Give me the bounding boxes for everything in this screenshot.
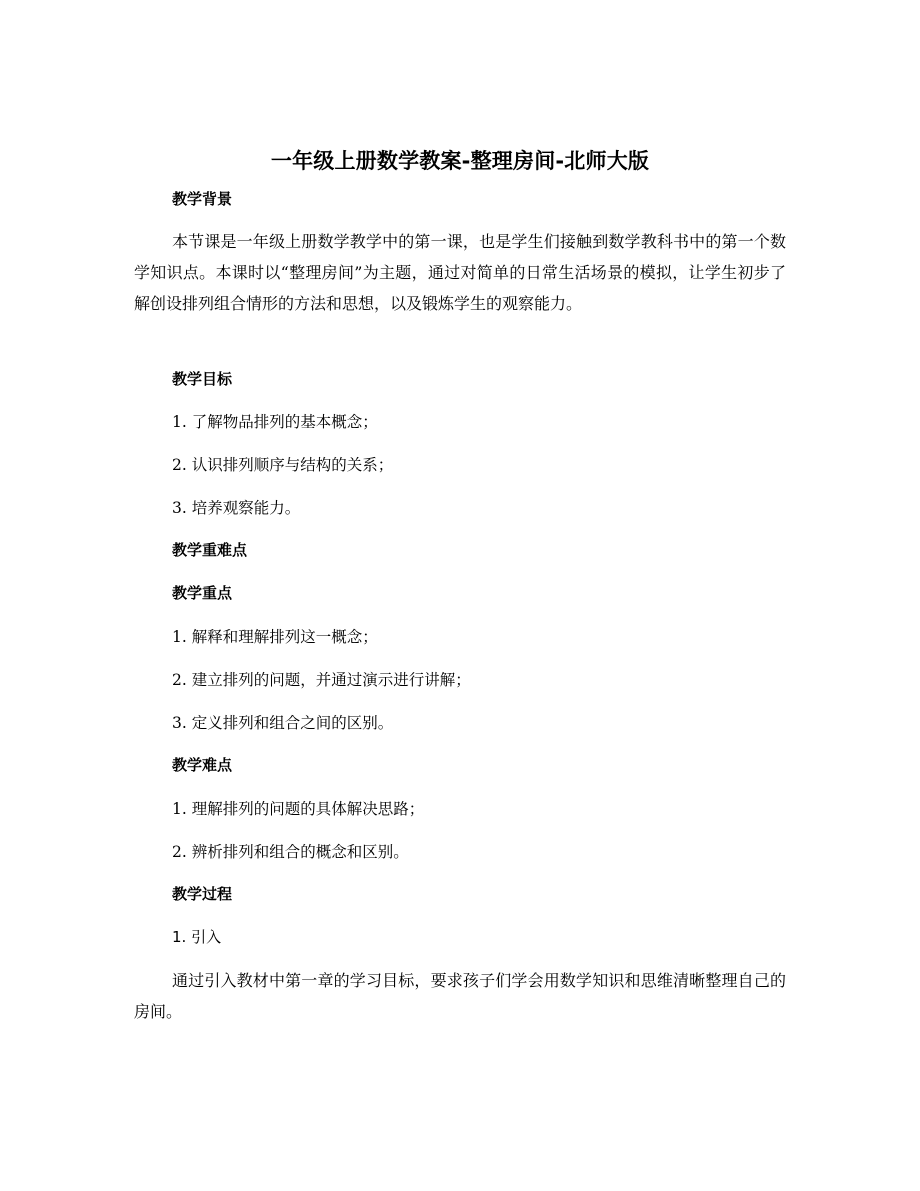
key-point-item: 3. 定义排列和组合之间的区别。 (172, 714, 394, 732)
heading-process: 教学过程 (172, 885, 233, 903)
document-title: 一年级上册数学教案-整理房间-北师大版 (270, 149, 650, 173)
objective-item: 3. 培养观察能力。 (172, 499, 301, 517)
intro-paragraph: 通过引入教材中第一章的学习目标，要求孩子们学会用数学知识和思维清晰整理自己的房间。 (134, 971, 786, 1021)
heading-key-difficult: 教学重难点 (172, 541, 248, 559)
objective-item: 1. 了解物品排列的基本概念； (172, 413, 378, 431)
heading-background: 教学背景 (172, 190, 233, 208)
heading-key-points: 教学重点 (172, 584, 233, 602)
key-point-item: 2. 建立排列的问题，并通过演示进行讲解； (172, 671, 471, 689)
key-point-item: 1. 解释和理解排列这一概念； (172, 628, 378, 646)
objective-item: 2. 认识排列顺序与结构的关系； (172, 456, 394, 474)
difficult-point-item: 2. 辨析排列和组合的概念和区别。 (172, 843, 409, 861)
heading-step-intro: 1. 引入 (172, 928, 222, 946)
heading-objectives: 教学目标 (172, 370, 233, 388)
heading-difficult-points: 教学难点 (172, 756, 233, 774)
background-paragraph: 本节课是一年级上册数学教学中的第一课，也是学生们接触到数学教科书中的第一个数学知识点。本课时以“整理房间”为主题，通过对简单的日常生活场景的模拟，让学生初步了解创设排列组合情形的方法和思想，以及锻炼学生的观察能力。 (134, 232, 786, 313)
difficult-point-item: 1. 理解排列的问题的具体解决思路； (172, 800, 425, 818)
